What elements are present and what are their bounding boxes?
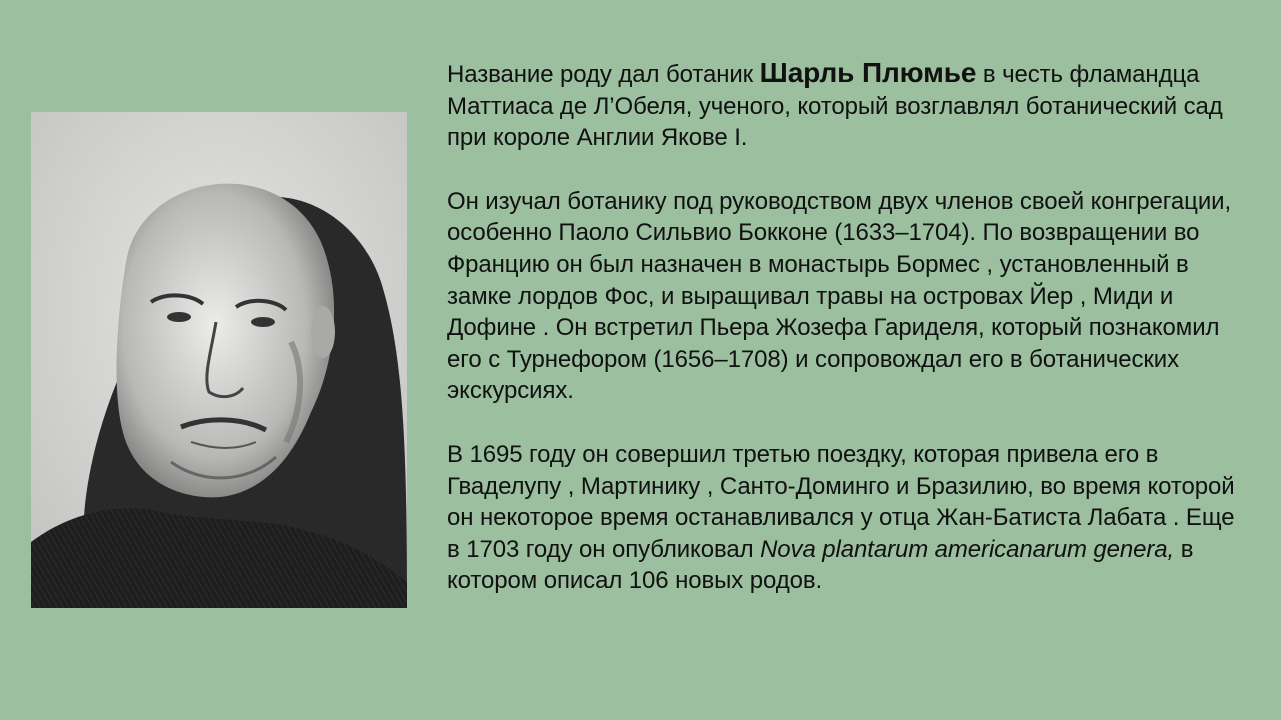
portrait-image	[31, 112, 407, 608]
paragraph-1-before: Название роду дал ботаник	[447, 61, 760, 88]
botanist-name: Шарль Плюмье	[759, 57, 977, 88]
text-block	[447, 57, 1247, 597]
paragraph-3	[447, 439, 1247, 597]
paragraph-3-after: в котором описал 106 новых родов.	[447, 535, 1194, 595]
paragraph-1-after: в честь фламандца Маттиаса де Л’Обеля, ученого, который возглавлял ботанический сад при короле Англии Якове I.	[447, 61, 1223, 152]
engraved-portrait-monk-icon	[31, 112, 407, 608]
paragraph-1	[447, 57, 1247, 154]
paragraph-3-before: В 1695 году он совершил третью поездку, которая привела его в Гваделупу , Мартинику , Санто-Доминго и Бразилию, во время которой он некоторое время останавливался у отца Жан-Батиста Лабата . Еще в 1703 году он опубликовал	[447, 440, 1235, 563]
paragraph-2: Он изучал ботанику под руководством двух членов своей конгрегации, особенно Паоло Сильвио Бокконе (1633–1704). По возвращении во Францию он был назначен в монастырь Бормес , установленный в замке лордов Фос, и выращивал травы на островах Йер , Миди и Дофине . Он встретил Пьера Жозефа Гариделя, который познакомил его с Турнефором (1656–1708) и сопровождал его в ботанических экскурсиях.	[447, 187, 1232, 405]
book-title: Nova plantarum americanarum genera,	[760, 535, 1175, 563]
